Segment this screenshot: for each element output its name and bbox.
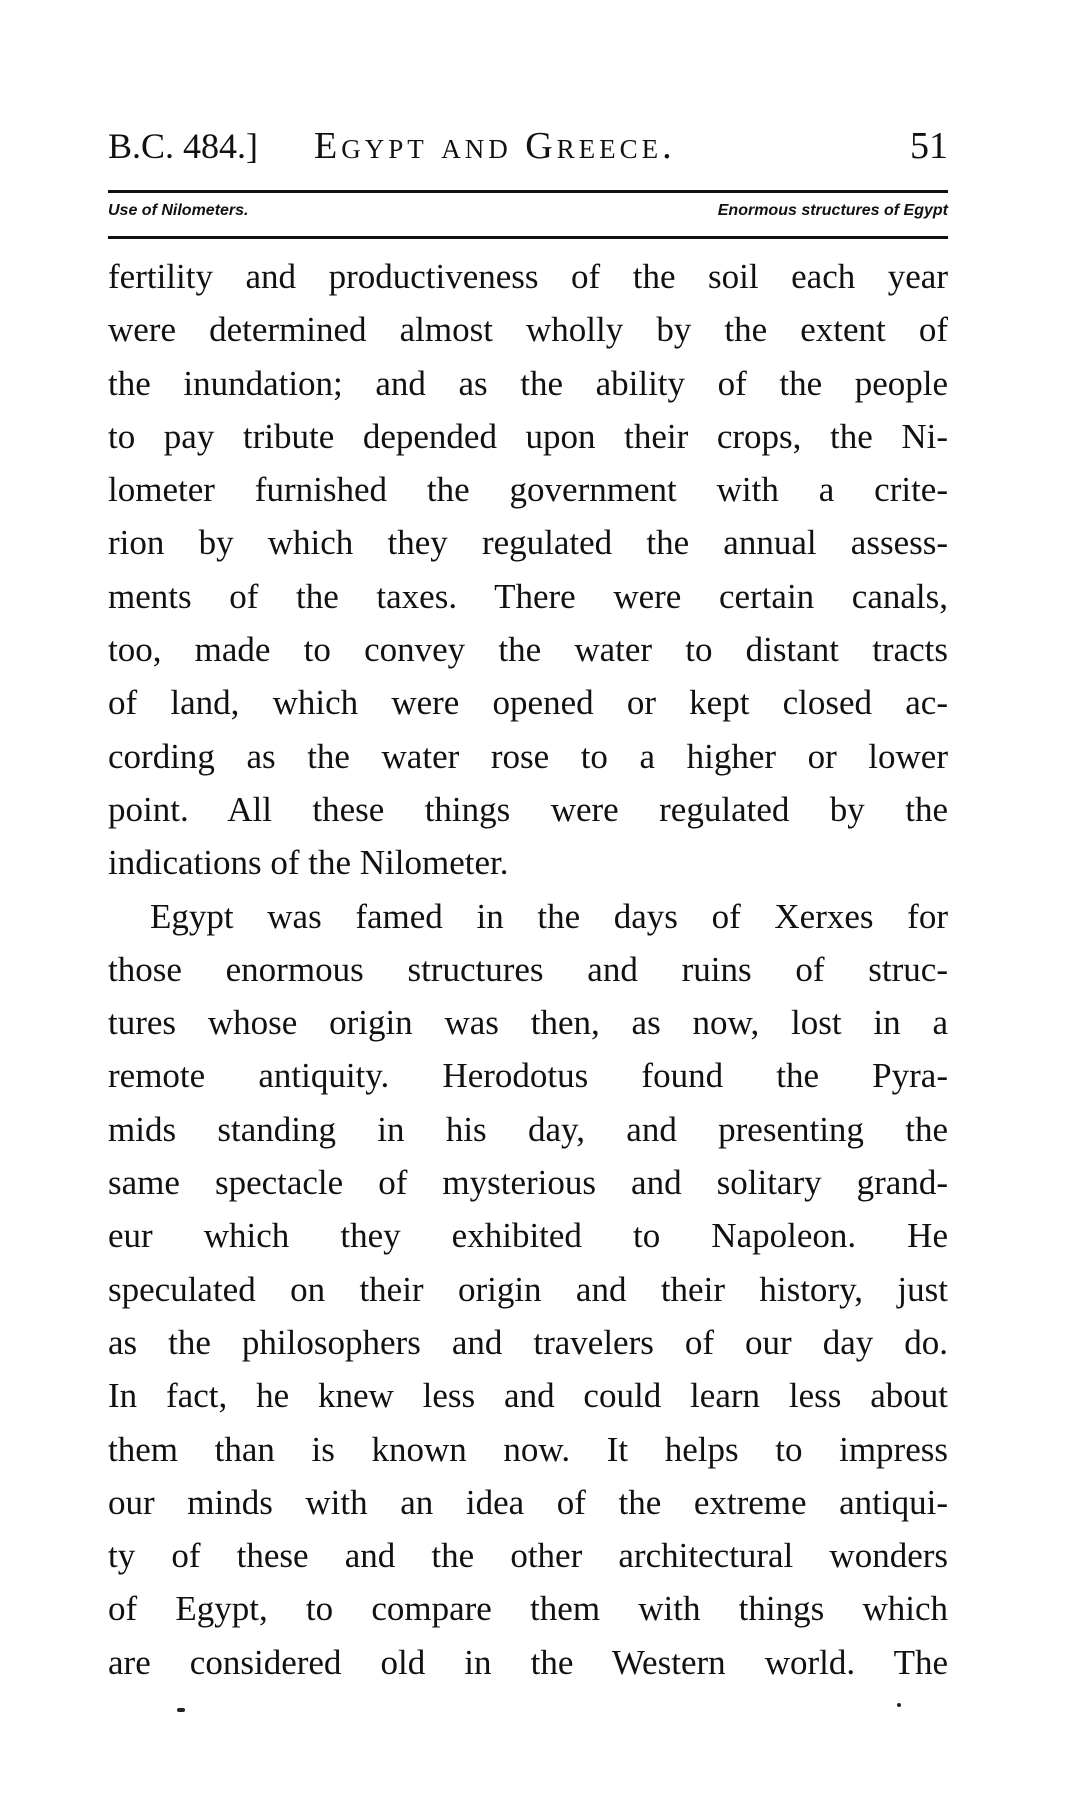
text-line: point. All these things were regulated by the [108, 789, 948, 829]
text-line: are considered old in the Western world. The [108, 1642, 948, 1682]
text-line: tures whose origin was then, as now, lost in a [108, 1003, 948, 1043]
text-line: eur which they exhibited to Napoleon. He [108, 1216, 948, 1256]
text-line: to pay tribute depended upon their crops, the Ni- [108, 416, 948, 456]
text-line: of Egypt, to compare them with things which [108, 1589, 948, 1629]
text-line: ments of the taxes. There were certain canals, [108, 576, 948, 616]
header-date-reference: B.C. 484.] [108, 126, 259, 166]
running-header [108, 116, 948, 176]
header-rule-bottom [108, 236, 948, 239]
text-line: too, made to convey the water to distant tracts [108, 630, 948, 670]
text-line: remote antiquity. Herodotus found the Pyra- [108, 1056, 948, 1096]
paragraph-end-line: indications of the Nilometer. [108, 843, 509, 883]
text-line: speculated on their origin and their history, just [108, 1269, 948, 1309]
text-line: same spectacle of mysterious and solitary grand- [108, 1163, 948, 1203]
text-line: as the philosophers and travelers of our day do. [108, 1322, 948, 1362]
body-text [108, 250, 948, 1689]
text-line: In fact, he knew less and could learn less about [108, 1376, 948, 1416]
text-line: ty of these and the other architectural wonders [108, 1536, 948, 1576]
page-number: 51 [910, 125, 948, 167]
left-side-heading: Use of Nilometers. [108, 202, 249, 219]
text-line: them than is known now. It helps to impress [108, 1429, 948, 1469]
right-side-heading: Enormous structures of Egypt [717, 202, 948, 219]
text-line: those enormous structures and ruins of struc- [108, 949, 948, 989]
text-line: were determined almost wholly by the extent of [108, 310, 948, 350]
text-line: the inundation; and as the ability of the people [108, 363, 948, 403]
header-rule-top [108, 190, 948, 193]
paragraph-start-line: Egypt was famed in the days of Xerxes for [150, 896, 948, 936]
header-title: Egypt and Greece. [314, 125, 676, 167]
subheading-strip [108, 196, 948, 226]
text-line: lometer furnished the government with a crite- [108, 470, 948, 510]
text-line: of land, which were opened or kept closed ac- [108, 683, 948, 723]
print-speck [177, 1708, 185, 1712]
text-line: mids standing in his day, and presenting the [108, 1109, 948, 1149]
text-line: cording as the water rose to a higher or lower [108, 736, 948, 776]
print-speck [897, 1703, 901, 1707]
text-line: rion by which they regulated the annual assess- [108, 523, 948, 563]
text-line: fertility and productiveness of the soil each year [108, 257, 948, 296]
text-line: our minds with an idea of the extreme antiqui- [108, 1482, 948, 1522]
